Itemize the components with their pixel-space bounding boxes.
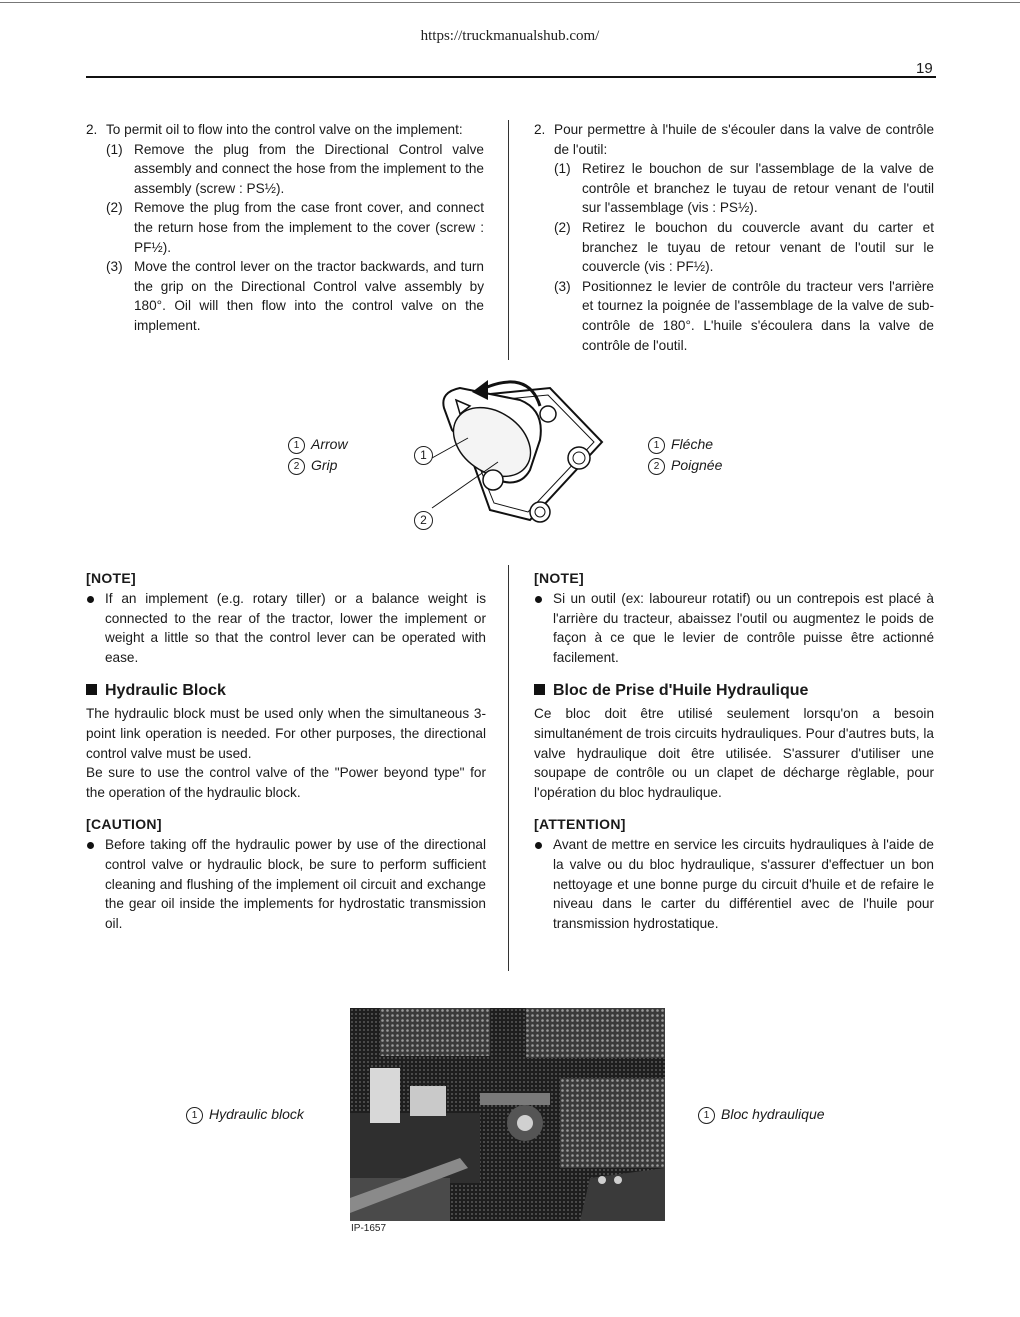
step-intro: To permit oil to flow into the control valve on the implement: [106,122,463,137]
bullet-icon [535,596,542,603]
fig2-caption-left [186,1106,304,1124]
substep-number: (1) [106,141,123,157]
callout-number: 2 [414,511,433,530]
callout-number: 1 [288,437,305,454]
note-text: If an implement (e.g. rotary tiller) or a balance weight is connected to the rear of the tractor, lower the implement or weight a little so that the control lever can be operated with ease. [105,591,486,665]
substep-number: (1) [554,161,571,177]
substep-3 [86,257,486,335]
heading-text: Bloc de Prise d'Huile Hydraulique [553,682,809,700]
fig1-callout-2 [414,511,439,530]
substep-1 [86,140,486,199]
french-step-2 [534,120,934,355]
fig2-caption-right [698,1106,825,1124]
substep-number: (3) [554,278,571,294]
callout-number: 2 [288,458,305,475]
callout-number: 1 [414,446,433,465]
note-text: Si un outil (ex: laboureur rotatif) ou un contrepois est placé à l'arrière du tracteur, abaissez l'outil ou augmentez le poids de façon à ce que le levier de contrôle puisse être actionné facilement. [553,591,934,665]
note-heading: [NOTE] [86,570,137,586]
substep-number: (2) [554,219,571,235]
page-number: 19 [916,60,933,77]
substep-text: Retirez le bouchon de sur l'assemblage de la valve de contrôle et branchez le tuyau de retour venant de l'outil sur l'assemblage (vis : PS½). [582,161,934,216]
substep-text: Remove the plug from the case front cover, and connect the return hose from the implement to the cover (screw : PF½). [134,200,484,255]
fig1-callout-1 [414,446,439,465]
caption-label: Hydraulic block [209,1106,304,1122]
step-number: 2. [86,122,98,137]
callout-number: 1 [186,1107,203,1124]
substep-2 [86,198,486,257]
source-url[interactable]: https://truckmanualshub.com/ [420,28,600,44]
substep-text: Move the control lever on the tractor backwards, and turn the grip on the Directional Control valve assembly by 180°. Oil will then flow into the control valve on the implement. [134,259,484,333]
photo-halftone [350,1008,665,1221]
square-bullet-icon [534,684,545,695]
caption-label: Grip [311,457,338,473]
hydraulic-block-heading [534,682,934,700]
english-step-2 [86,120,486,336]
note-item [534,589,934,667]
hydraulic-block-heading [86,682,486,700]
heading-text: Hydraulic Block [105,682,226,700]
caption-label: Arrow [311,436,348,452]
substep-number: (2) [106,200,123,216]
step-number: 2. [534,122,546,137]
hydraulic-block-paragraph-2: Be sure to use the control valve of the "Power beyond type" for the operation of the hydraulic block. [86,765,486,800]
substep-text: Remove the plug from the Directional Control valve assembly and connect the hose from the implement to the assembly (screw : PS½). [134,141,484,196]
fig1-caption-right-2 [648,457,722,475]
substep-1 [534,159,934,218]
attention-item [534,835,934,933]
hydraulic-block-paragraph: Ce bloc doit être utilisé seulement lorsqu'on a besoin simultanément de trois circuits hydrauliques. Pour d'autres buts, la valve hydraulique doit être utilisée. S'assurer d'utiliser une soupape de contrôle ou un clapet de décharge règlable, pour l'opération du bloc hydraulique. [534,706,934,800]
callout-number: 1 [698,1107,715,1124]
photo-code: IP-1657 [351,1223,387,1234]
caption-label: Poignée [671,457,723,473]
step-intro: Pour permettre à l'huile de s'écouler dans la valve de contrôle de l'outil: [554,122,934,157]
header-rule [86,76,936,78]
english-lower-column [86,570,486,933]
caption-label: Fléche [671,436,714,452]
substep-number: (3) [106,259,123,275]
callout-number: 1 [648,437,665,454]
column-divider-bottom [508,565,509,971]
substep-text: Positionnez le levier de contrôle du tracteur vers l'arrière et tournez la poignée de l'assemblage de la valve de sub-contrôle de 180°. L'huile s'écoulera dans la valve de contrôle de l'outil. [582,278,934,353]
hydraulic-block-photo [350,1008,665,1221]
bullet-icon [535,842,542,849]
top-edge-rule [0,2,1020,3]
attention-heading: [ATTENTION] [534,816,626,833]
hydraulic-block-paragraph-1: The hydraulic block must be used only when the simultaneous 3-point link operation is needed. For other purposes, the directional control valve must be used. [86,706,486,761]
fig1-caption-left-2 [288,457,337,475]
substep-2 [534,218,934,277]
caution-text: Before taking off the hydraulic power by use of the directional control valve or hydraulic block, be sure to perform sufficient cleaning and flushing of the implement oil circuit and exchange the gear oil inside the implements for hydrostatic transmission oil. [105,837,486,931]
note-heading: [NOTE] [534,570,585,586]
substep-text: Retirez le bouchon du couvercle avant du carter et branchez le tuyau de retour venant de l'outil sur le couvercle (vis : PF½). [582,219,934,275]
square-bullet-icon [86,684,97,695]
substep-3 [534,277,934,355]
note-item [86,589,486,667]
french-lower-column [534,570,934,933]
column-divider-top [508,120,509,360]
attention-text: Avant de mettre en service les circuits hydrauliques à l'aide de la valve ou du bloc hydraulique, s'assurer d'effectuer un bon nettoyage et une bonne purge du circuit d'huile et de refaire le niveau dans le carter du différentiel avec de l'huile pour transmission hydrostatique. [553,837,934,931]
fig1-caption-left-1 [288,436,348,454]
caption-label: Bloc hydraulique [721,1106,825,1122]
caution-item [86,835,486,933]
fig1-caption-right-1 [648,436,713,454]
bullet-icon [87,842,94,849]
bullet-icon [87,596,94,603]
caution-heading: [CAUTION] [86,816,162,833]
callout-number: 2 [648,458,665,475]
